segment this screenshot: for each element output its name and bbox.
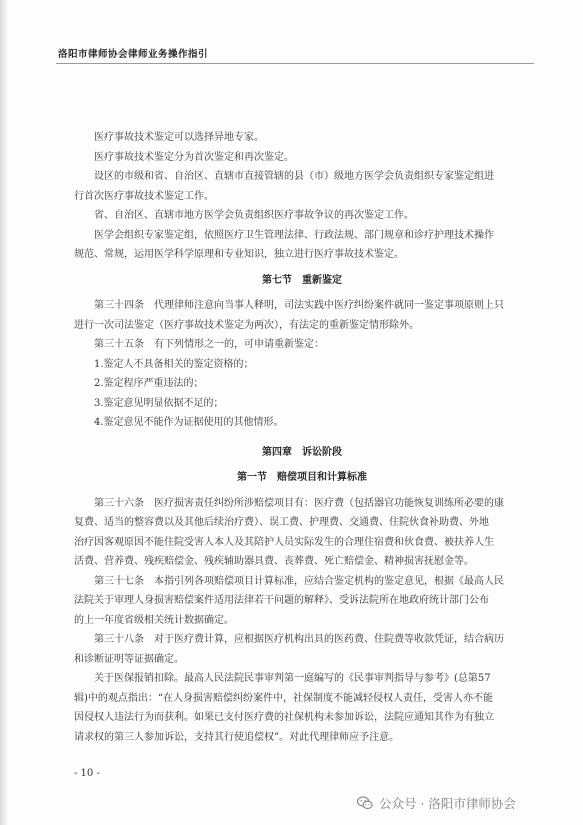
header-divider: [56, 63, 534, 64]
paragraph-continuation: 的上一年度省级相关统计数据确定。: [74, 614, 234, 626]
paragraph-continuation: 法院关于审理人身损害赔偿案件适用法律若干问题的解释》、受诉法院所在地政府统计部门公布: [74, 595, 489, 606]
article-35: 第三十五条 有下列情形之一的，可申请重新鉴定：: [94, 339, 324, 350]
list-item: 2.鉴定程序严重违法的；: [94, 378, 204, 389]
article-37: 第三十七条 本指引列各项赔偿项目计算标准，应结合鉴定机构的鉴定意见，根据《最高人民: [94, 575, 504, 587]
section-heading: 第一节 赔偿项目和计算标准: [237, 472, 367, 483]
paragraph: 设区的市级和省、自治区、直辖市直接管辖的县（市）级地方医学会负责组织专家鉴定组进: [94, 171, 494, 182]
paragraph: 省、自治区、直辖市地方医学会负责组织医疗事故争议的再次鉴定工作。: [94, 210, 414, 221]
paragraph-continuation: 规范、常规，运用医学科学原理和专业知识，独立进行医疗事故技术鉴定。: [74, 249, 404, 260]
article-34: 第三十四条 代理律师注意向当事人释明，司法实践中医疗纠纷案件就同一鉴定事项原则上只: [94, 300, 504, 311]
wechat-icon: [356, 794, 374, 812]
list-item: 3.鉴定意见明显依据不足的；: [94, 397, 224, 409]
watermark-text: 公众号 · 洛阳市律师协会: [379, 796, 516, 811]
paragraph-continuation: 辑)中的观点指出：“在人身损害赔偿纠纷案件中，社保制度不能减轻侵权人责任，受害人亦不能: [74, 692, 494, 704]
paragraph-continuation: 行首次医疗事故技术鉴定工作。: [74, 190, 214, 202]
article-38: 第三十八条 对于医疗费计算，应根据医疗机构出具的医药费、住院费等收款凭证，结合病历: [94, 634, 504, 645]
paragraph-continuation: 复费、适当的整容费以及其他后续治疗费）、误工费、护理费、交通费、住院伙食补助费、外地: [74, 517, 489, 528]
paragraph-continuation: 和诊断证明等证据确定。: [74, 653, 184, 665]
section-heading: 第七节 重新鉴定: [262, 274, 342, 286]
article-36: 第三十六条 医疗损害责任纠纷所涉赔偿项目有：医疗费（包括器官功能恢复训练所必要的康: [94, 497, 504, 509]
running-header: 洛阳市律师协会律师业务操作指引: [58, 49, 209, 60]
paragraph: 医疗事故技术鉴定分为首次鉴定和再次鉴定。: [94, 151, 294, 163]
paragraph-continuation: 活费、营养费、残疾赔偿金、残疾辅助器具费、丧葬费、死亡赔偿金、精神损害抚慰金等。: [74, 556, 474, 567]
chapter-heading: 第四章 诉讼阶段: [262, 446, 342, 458]
list-item: 1.鉴定人不具备相关的鉴定资格的；: [94, 358, 254, 370]
page-number: - 10 -: [74, 768, 100, 779]
paragraph-continuation: 因侵权人违法行为而获利。如果已支付医疗费的社保机构未参加诉讼，法院应通知其作为有独立: [74, 712, 494, 723]
list-item: 4.鉴定意见不能作为证据使用的其他情形。: [94, 417, 284, 428]
document-body: [74, 128, 530, 747]
page-edge-shadow: [0, 0, 8, 825]
paragraph-continuation: 进行一次司法鉴定（医疗事故技术鉴定为两次），有法定的重新鉴定情形除外。: [74, 319, 419, 331]
paragraph: 医疗事故技术鉴定可以选择异地专家。: [94, 132, 264, 143]
paragraph: 关于医保报销扣除。最高人民法院民事审判第一庭编写的《民事审判指导与参考》(总第57: [94, 673, 491, 684]
paragraph-continuation: 请求权的第三人参加诉讼，支持其行使追偿权”。对此代理律师应予注意。: [74, 731, 400, 743]
watermark: [356, 792, 516, 814]
paragraph-continuation: 治疗因客观原因不能住院受害人本人及其陪护人员实际发生的合理住宿费和伙食费、被扶养人生: [74, 536, 494, 548]
paragraph: 医学会组织专家鉴定组，依照医疗卫生管理法律、行政法规、部门规章和诊疗护理技术操作: [94, 229, 494, 241]
